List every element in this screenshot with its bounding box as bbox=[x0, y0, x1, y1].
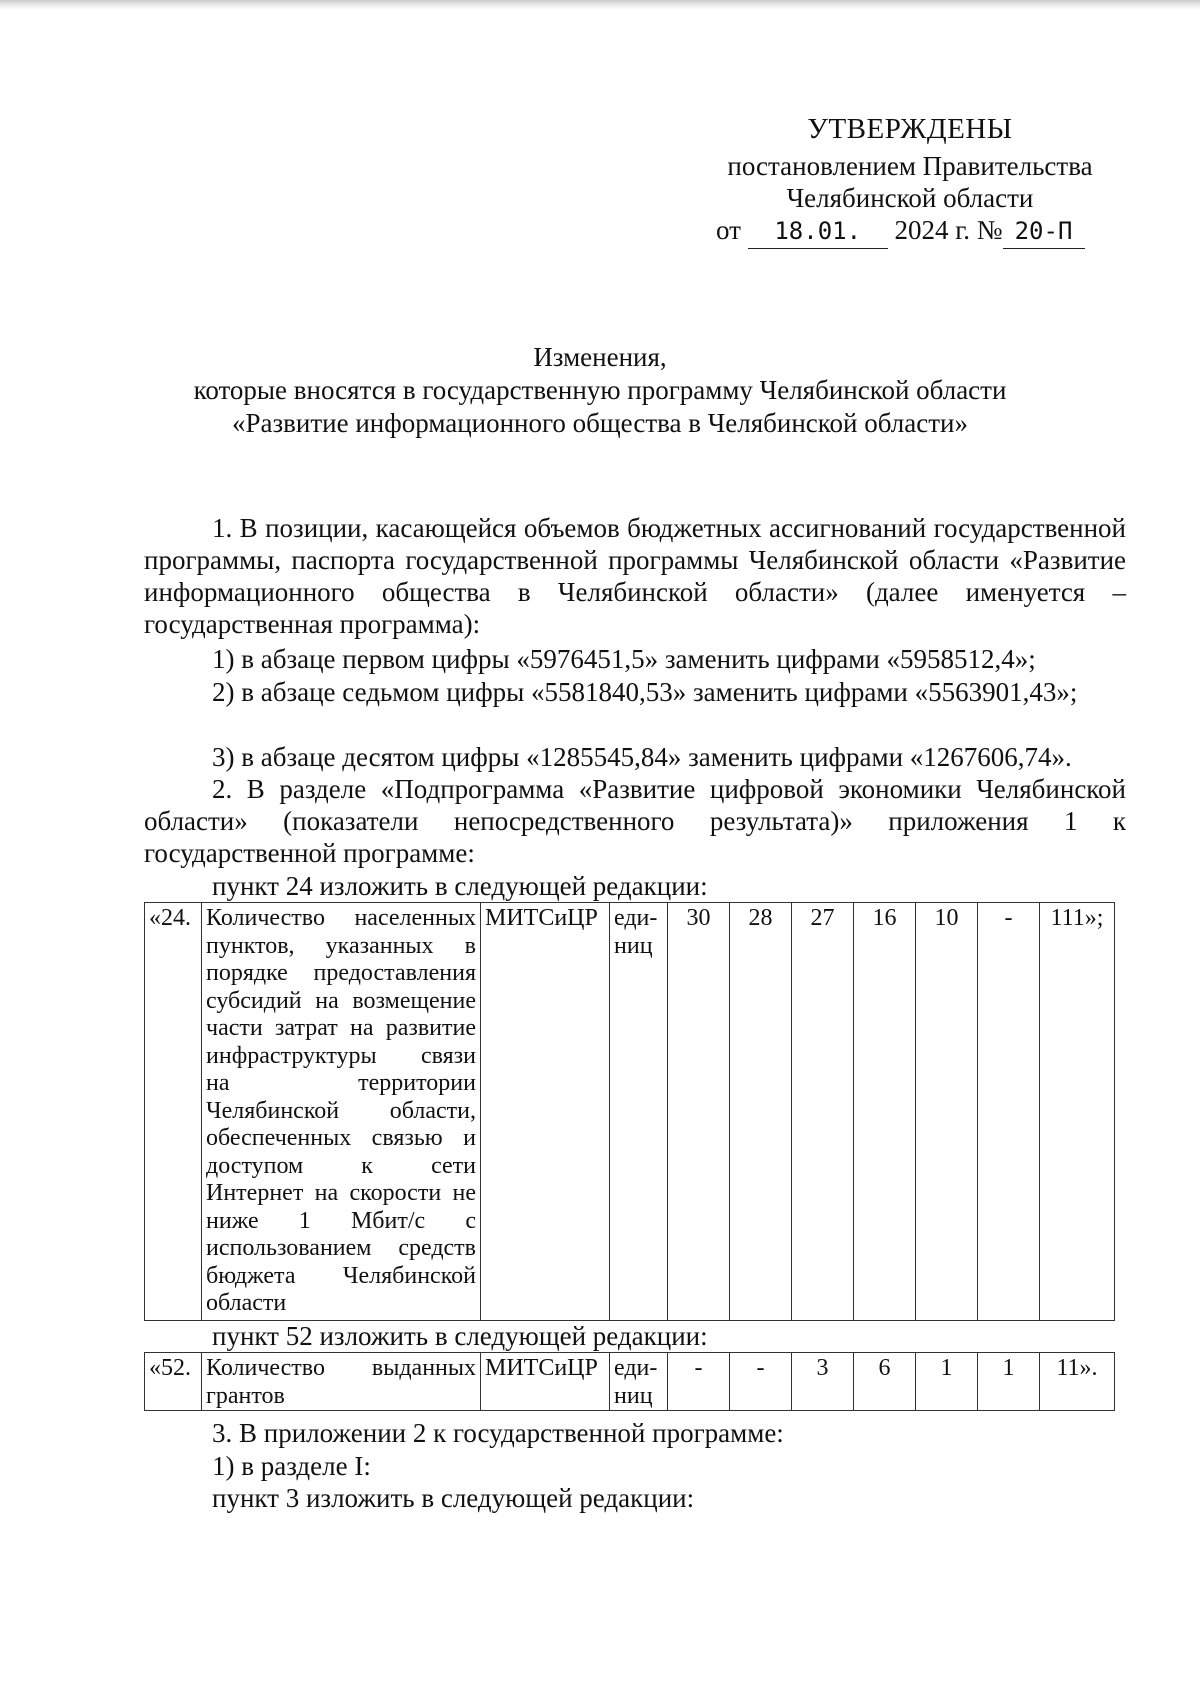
value-cell: 30 bbox=[668, 903, 730, 1321]
unit-cell bbox=[610, 1353, 668, 1411]
description-line: инфраструктуры связи bbox=[206, 1042, 476, 1069]
value-cell: 3 bbox=[792, 1353, 854, 1411]
value-cell: - bbox=[730, 1353, 792, 1411]
responsible-org: МИТСиЦР bbox=[481, 903, 610, 1321]
description-line: пунктов, указанных в bbox=[206, 932, 476, 959]
date-prefix: от bbox=[716, 215, 741, 245]
description-line: использованием средств bbox=[206, 1235, 476, 1261]
indicator-table-row-52 bbox=[144, 1352, 1115, 1411]
approval-line-1: постановлением Правительства bbox=[727, 151, 1093, 181]
document-title-line-2: которые вносятся в государственную программу Челябинской области bbox=[193, 375, 1007, 405]
indicator-description bbox=[202, 1353, 481, 1411]
approval-date-line bbox=[716, 214, 1085, 249]
unit-line-1: еди- bbox=[614, 905, 658, 931]
paragraph-2: 2. В разделе «Подпрограмма «Развитие цифровой экономики Челябинской области» (показатели непосредственного результата)» приложения 1 к государственной программе: bbox=[144, 774, 1126, 868]
unit-line-2: ниц bbox=[614, 932, 653, 959]
description-line: субсидий на возмещение bbox=[206, 987, 476, 1014]
responsible-org: МИТСиЦР bbox=[481, 1353, 610, 1411]
paragraph-1-item-2: 2) в абзаце седьмом цифры «5581840,53» заменить цифрами «5563901,43»; bbox=[212, 677, 1078, 707]
description-line: Челябинской области, bbox=[206, 1097, 476, 1124]
year-text: 2024 г. № bbox=[894, 215, 1003, 245]
approval-line-2: Челябинской области bbox=[786, 183, 1034, 213]
date-field: 18.01. bbox=[748, 215, 888, 249]
document-title: Изменения, bbox=[533, 342, 667, 372]
value-cell: - bbox=[978, 903, 1040, 1321]
value-cell: 1 bbox=[978, 1353, 1040, 1411]
row-number: «52. bbox=[145, 1353, 202, 1411]
approval-heading: УТВЕРЖДЕНЫ bbox=[807, 113, 1013, 145]
value-cell: 27 bbox=[792, 903, 854, 1321]
description-line: Количество населенных bbox=[206, 905, 476, 931]
description-line: области bbox=[206, 1290, 287, 1316]
paragraph-2-item-52-intro: пункт 52 изложить в следующей редакции: bbox=[212, 1321, 708, 1351]
description-line: бюджета Челябинской bbox=[206, 1262, 476, 1289]
description-line: доступом к сети bbox=[206, 1152, 476, 1179]
value-cell: 111»; bbox=[1040, 903, 1115, 1321]
decree-number-field: 20-П bbox=[1003, 215, 1085, 249]
description-line: Интернет на скорости не bbox=[206, 1180, 476, 1206]
description-line: обеспеченных связью и bbox=[206, 1125, 476, 1151]
paragraph-1-item-3: 3) в абзаце десятом цифры «1285545,84» заменить цифрами «1267606,74». bbox=[212, 742, 1072, 772]
value-cell: 1 bbox=[916, 1353, 978, 1411]
indicator-description bbox=[202, 903, 481, 1321]
description-line: грантов bbox=[206, 1382, 285, 1409]
value-cell: 6 bbox=[854, 1353, 916, 1411]
paragraph-2-item-24-intro: пункт 24 изложить в следующей редакции: bbox=[212, 871, 708, 901]
table-row bbox=[145, 903, 1115, 1321]
paragraph-3-item-3-intro: пункт 3 изложить в следующей редакции: bbox=[212, 1483, 695, 1513]
scan-edge bbox=[0, 0, 1200, 10]
value-cell: - bbox=[668, 1353, 730, 1411]
paragraph-3-item-1: 1) в разделе I: bbox=[212, 1451, 371, 1481]
unit-line-1: еди- bbox=[614, 1355, 658, 1381]
value-cell: 10 bbox=[916, 903, 978, 1321]
unit-line-2: ниц bbox=[614, 1382, 653, 1409]
paragraph-3: 3. В приложении 2 к государственной программе: bbox=[212, 1418, 784, 1448]
row-number: «24. bbox=[145, 903, 202, 1321]
value-cell: 11». bbox=[1040, 1353, 1115, 1411]
description-line: Количество выданных bbox=[206, 1355, 476, 1381]
description-line: на территории bbox=[206, 1070, 476, 1096]
description-line: ниже 1 Мбит/с с bbox=[206, 1207, 476, 1234]
value-cell: 16 bbox=[854, 903, 916, 1321]
table-row bbox=[145, 1353, 1115, 1411]
paragraph-1: 1. В позиции, касающейся объемов бюджетных ассигнований государственной программы, паспорта государственной программы Челябинской области «Развитие информационного общества в Челябинской области» (далее именуется – государственная программа): bbox=[144, 513, 1126, 639]
paragraph-1-item-1: 1) в абзаце первом цифры «5976451,5» заменить цифрами «5958512,4»; bbox=[212, 644, 1036, 674]
unit-cell bbox=[610, 903, 668, 1321]
description-line: части затрат на развитие bbox=[206, 1015, 476, 1041]
indicator-table-row-24 bbox=[144, 902, 1115, 1321]
value-cell: 28 bbox=[730, 903, 792, 1321]
description-line: порядке предоставления bbox=[206, 960, 476, 986]
document-title-line-3: «Развитие информационного общества в Челябинской области» bbox=[231, 408, 968, 438]
